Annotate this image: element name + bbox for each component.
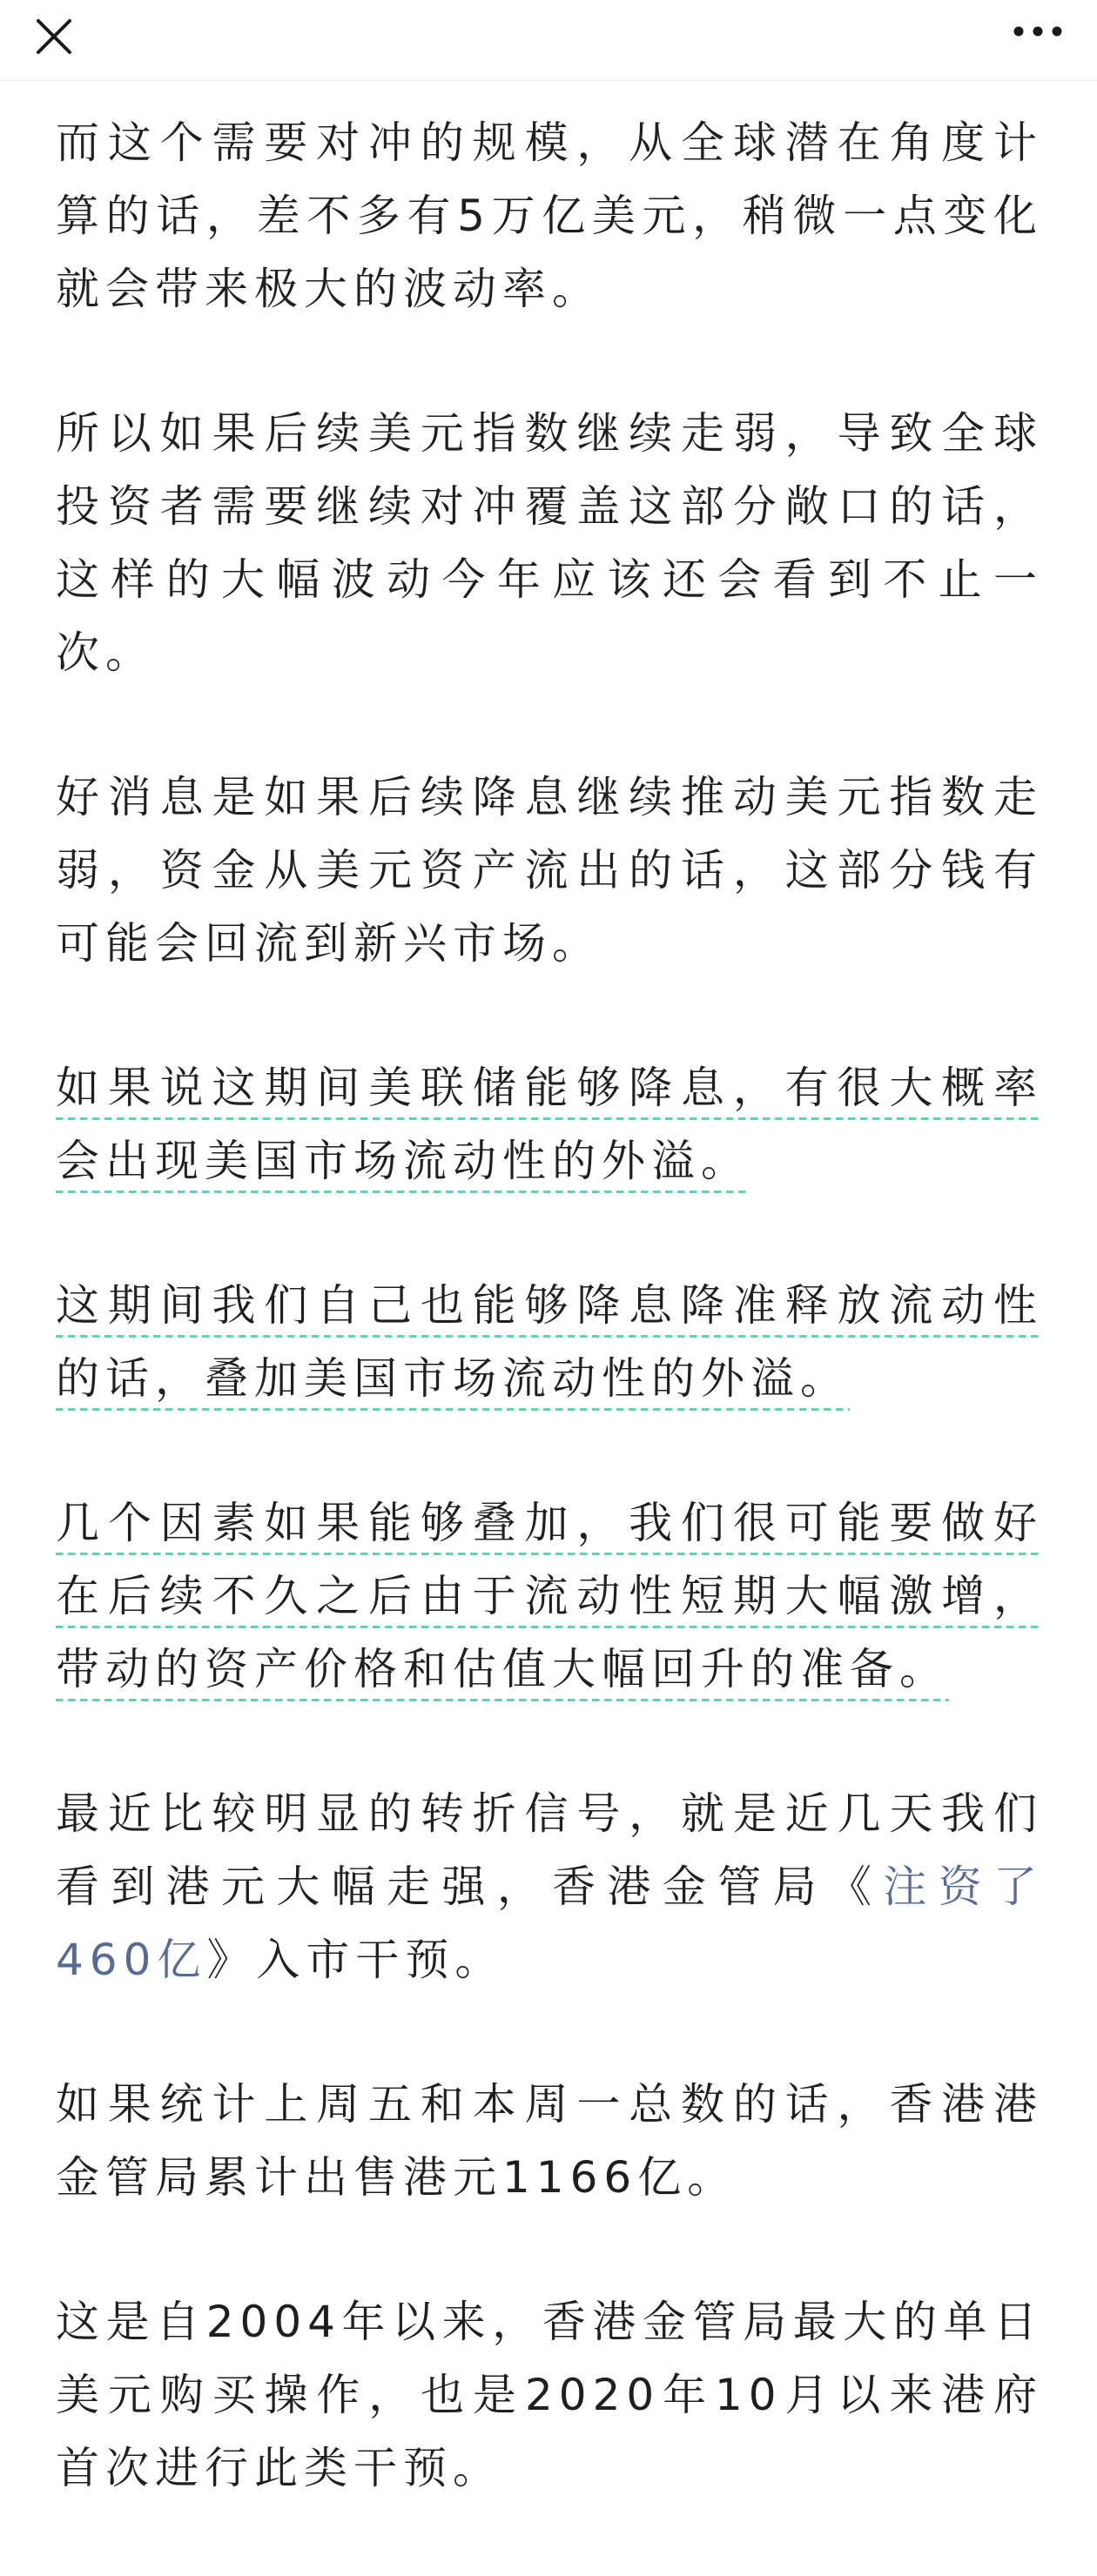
paragraph-text: 这是自2004年以来，香港金管局最大的单日美元购买操作，也是2020年10月以来港府首次进行此类干预。 <box>56 2297 1043 2493</box>
highlighted-paragraph <box>56 1269 1043 1415</box>
paragraph <box>56 2285 1043 2505</box>
more-options-button[interactable] <box>996 3 1080 59</box>
paragraph-text: 好消息是如果后续降息继续推动美元指数走弱，资金从美元资产流出的话，这部分钱有可能会回流到新兴市场。 <box>56 772 1043 969</box>
more-horizontal-icon <box>1012 24 1064 38</box>
paragraph-text: 如果统计上周五和本周一总数的话，香港港金管局累计出售港元1166亿。 <box>56 2079 1043 2203</box>
article-body <box>56 106 1043 2576</box>
highlighted-paragraph <box>56 1051 1043 1197</box>
paragraph-text: 所以如果后续美元指数继续走弱，导致全球投资者需要继续对冲覆盖这部分敞口的话，这样的大幅波动今年应该还会看到不止一次。 <box>56 408 1043 678</box>
paragraph-text: 而这个需要对冲的规模，从全球潜在角度计算的话，差不多有5万亿美元，稍微一点变化就会带来极大的波动率。 <box>56 117 1043 314</box>
highlighted-text: 如果说这期间美联储能够降息，有很大概率会出现美国市场流动性的外溢。 <box>56 1063 1043 1193</box>
close-icon <box>35 17 73 56</box>
highlighted-text: 这期间我们自己也能够降息降准释放流动性的话，叠加美国市场流动性的外溢。 <box>56 1280 1043 1411</box>
highlighted-paragraph <box>56 1486 1043 1706</box>
paragraph <box>56 397 1043 689</box>
article-link[interactable]: 注资了460亿 <box>56 1862 1044 1985</box>
close-button[interactable] <box>26 9 82 64</box>
highlighted-text: 几个因素如果能够叠加，我们很可能要做好在后续不久之后由于流动性短期大幅激增，带动的资产价格和估值大幅回升的准备。 <box>56 1498 1043 1701</box>
paragraph-with-link <box>56 1777 1043 1996</box>
paragraph-text-after: 》入市干预。 <box>206 1935 505 1985</box>
paragraph-text-before: 最近比较明显的转折信号，就是近几天我们看到港元大幅走强，香港金管局《 <box>56 1788 1043 1912</box>
paragraph <box>56 761 1043 980</box>
top-bar <box>0 0 1097 81</box>
paragraph <box>56 2068 1043 2214</box>
paragraph <box>56 106 1043 325</box>
